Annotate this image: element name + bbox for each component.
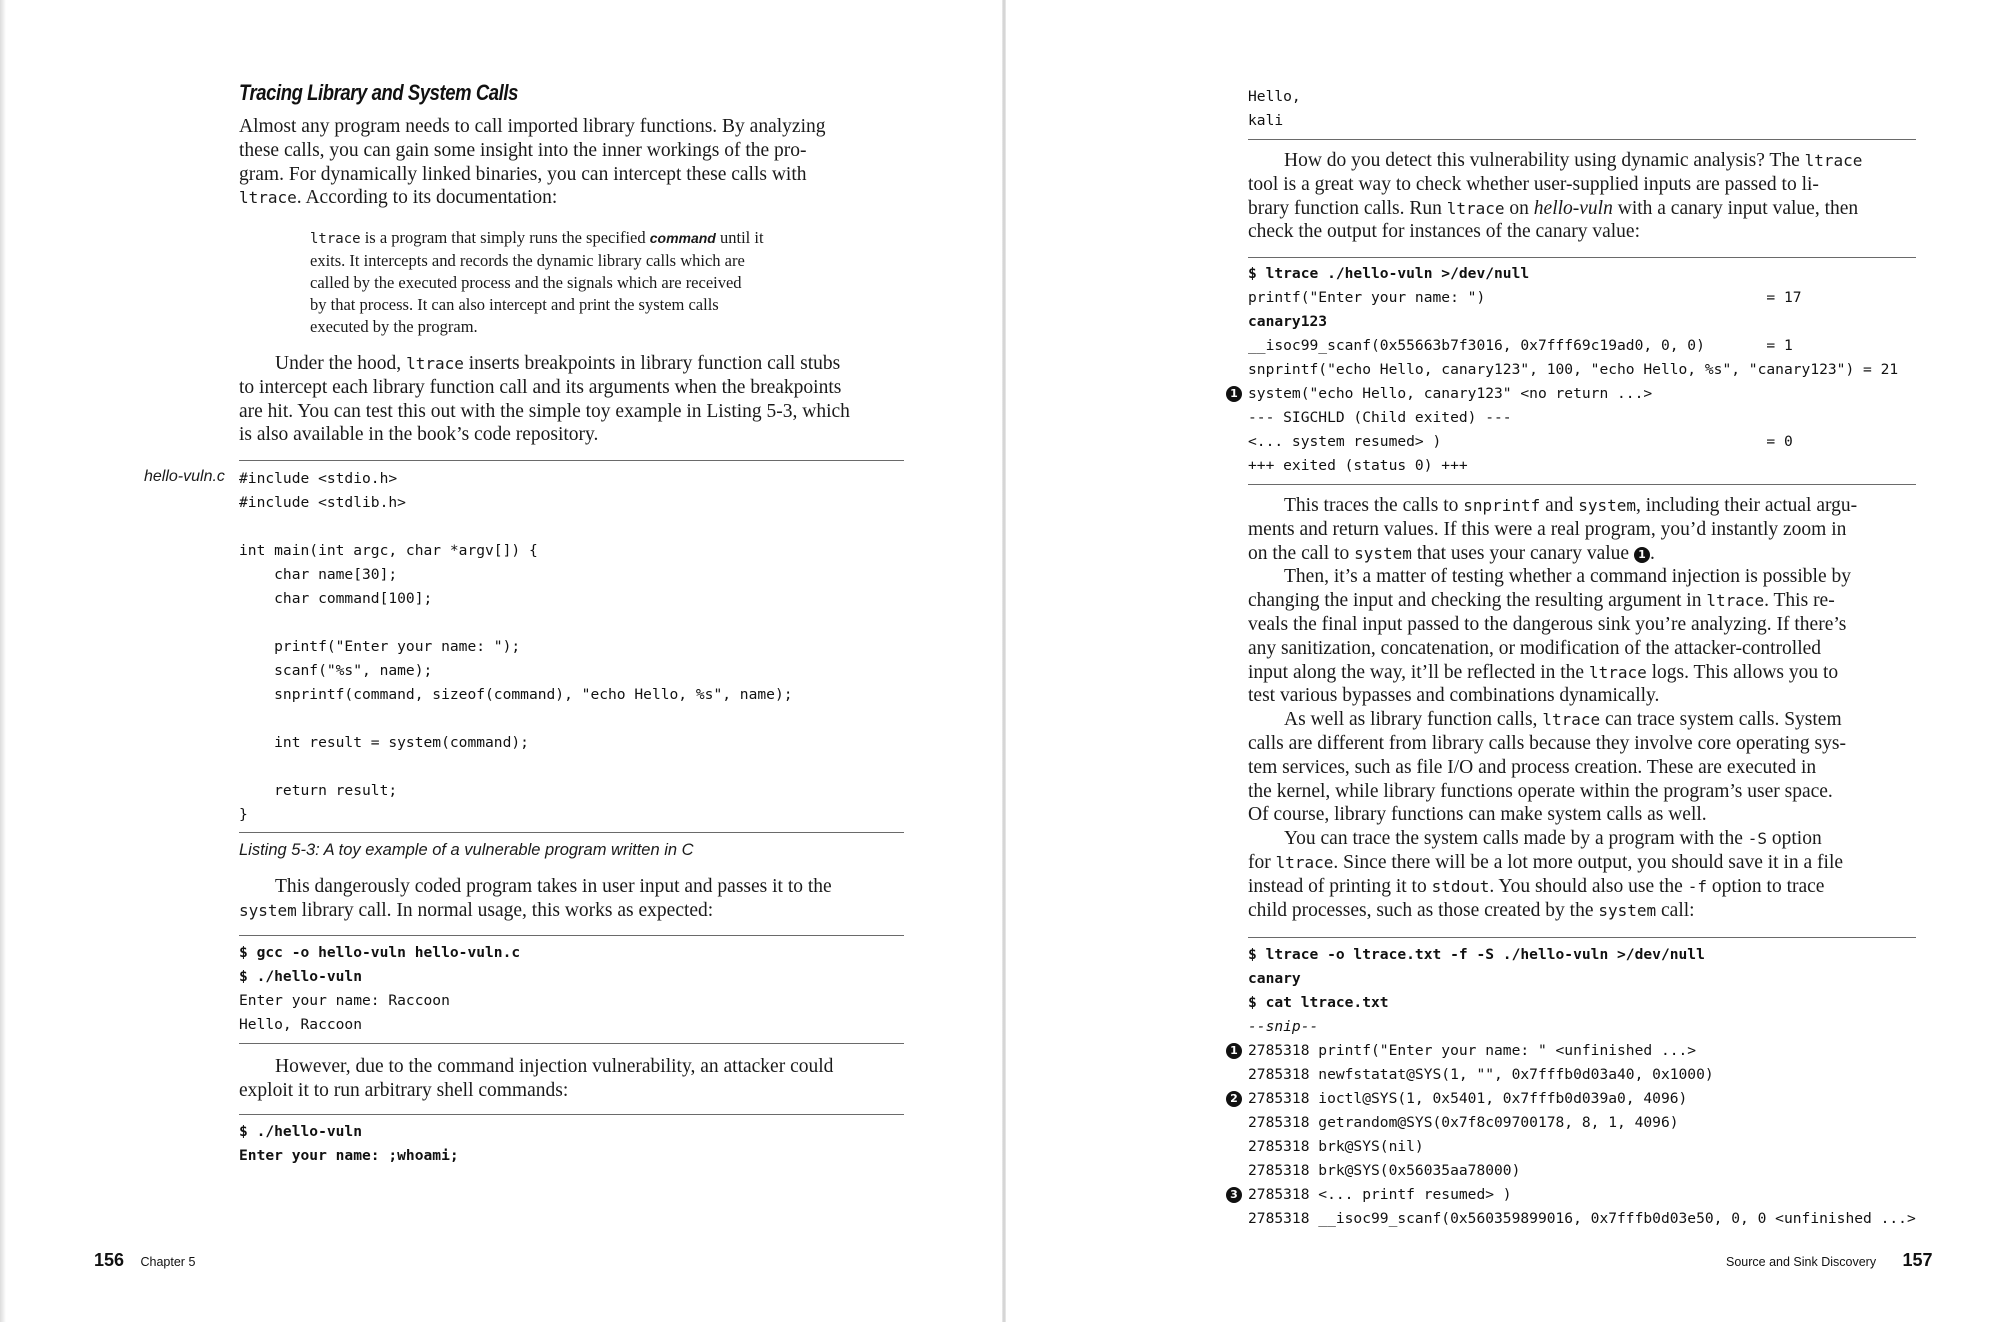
paragraph-line: check the output for instances of the canary value: [1248, 221, 1641, 243]
listing-top-rule [239, 460, 904, 461]
code-line: 2785318 __isoc99_scanf(0x560359899016, 0x7fffb0d03e50, 0, 0 <unfinished ...> [1248, 1210, 1916, 1227]
program-output [1248, 85, 1301, 133]
code-line: printf("Enter your name: "); [239, 638, 521, 655]
callout-1-icon: 1 [1226, 386, 1242, 402]
code-line: $ ./hello-vuln [239, 968, 363, 985]
paragraph-line: However, due to the command injection vulnerability, an attacker could [275, 1056, 834, 1077]
code-line: Hello, [1248, 88, 1301, 105]
paragraph-line: are hit. You can test this out with the simple toy example in Listing 5-3, which [239, 400, 850, 422]
paragraph-line: any sanitization, concatenation, or modification of the attacker-controlled [1248, 637, 1822, 659]
callout-1-icon: 1 [1634, 547, 1650, 563]
paragraph-line: This traces the calls to snprintf and system, including their actual argu- [1284, 495, 1858, 516]
paragraph-line: This dangerously coded program takes in user input and passes it to the [275, 876, 832, 897]
code-line: #include <stdlib.h> [239, 494, 406, 511]
code-line: 2785318 brk@SYS(0x56035aa78000) [1248, 1162, 1521, 1179]
code-line: 2785318 brk@SYS(nil) [1248, 1138, 1424, 1155]
left-footer [94, 1250, 195, 1271]
paragraph-line: As well as library function calls, ltrace can trace system calls. System [1284, 709, 1842, 731]
paragraph-dangerous [239, 875, 904, 923]
code-line: int result = system(command); [239, 734, 529, 751]
section-label: Source and Sink Discovery [1726, 1255, 1877, 1269]
code-line: scanf("%s", name); [239, 662, 433, 679]
trace-top-rule [1248, 937, 1916, 938]
code-line: <... system resumed> ) = 0 [1248, 433, 1793, 450]
paragraph-under-the-hood [239, 352, 904, 447]
paragraph-line: How do you detect this vulnerability using dynamic analysis? The ltrace [1284, 150, 1863, 171]
terminal-top-rule [239, 935, 904, 936]
paragraph-line: is also available in the book’s code repository. [239, 424, 599, 446]
trace-top-rule [1248, 257, 1916, 258]
code-line [239, 611, 793, 635]
right-page [1006, 0, 2014, 1322]
code-line [239, 515, 793, 539]
paragraph-line: tool is a great way to check whether user-supplied inputs are passed to li- [1248, 173, 1819, 195]
quote-line: called by the executed process and the signals which are received [310, 273, 742, 292]
paragraph-line: Almost any program needs to call imported library functions. By analyzing [239, 116, 826, 137]
code-line: Enter your name: ;whoami; [239, 1147, 459, 1164]
paragraph-traces [1248, 494, 1916, 922]
quote-line: executed by the program. [310, 317, 478, 336]
quote-line: ltrace is a program that simply runs the specified command until it [310, 228, 764, 247]
code-line: +++ exited (status 0) +++ [1248, 457, 1468, 474]
code-line: --- SIGCHLD (Child exited) --- [1248, 409, 1512, 426]
paragraph-line: tem services, such as file I/O and process creation. These are executed in [1248, 756, 1817, 778]
listing-caption: Listing 5-3: A toy example of a vulnerable program written in C [239, 841, 694, 859]
terminal-output-normal [239, 941, 520, 1037]
paragraph-line: exploit it to run arbitrary shell commands: [239, 1079, 569, 1101]
paragraph-line: calls are different from library calls because they involve core operating sys- [1248, 732, 1846, 754]
paragraph-line: Of course, library functions can make system calls as well. [1248, 804, 1707, 826]
callout-3-icon: 3 [1226, 1187, 1242, 1203]
code-line: $ cat ltrace.txt [1248, 994, 1389, 1011]
code-line: 2785318 <... printf resumed> ) 3 [1248, 1183, 1916, 1207]
code-line [239, 755, 793, 779]
quote-line: by that process. It can also intercept and print the system calls [310, 295, 719, 314]
paragraph-line: ments and return values. If this were a real program, you’d instantly zoom in [1248, 518, 1847, 540]
code-line: --snip-- [1248, 1018, 1319, 1035]
listing-code-block [239, 467, 793, 827]
paragraph-line: brary function calls. Run ltrace on hello-vuln with a canary input value, then [1248, 197, 1859, 219]
code-line: 2785318 printf("Enter your name: " <unfinished ...> 1 [1248, 1039, 1916, 1063]
paragraph-detect [1248, 149, 1916, 244]
code-line: $ ltrace -o ltrace.txt -f -S ./hello-vuln >/dev/null [1248, 946, 1705, 963]
code-line: } [239, 806, 248, 823]
code-line [239, 707, 793, 731]
code-line: printf("Enter your name: ") = 17 [1248, 289, 1802, 306]
paragraph-line: Under the hood, ltrace inserts breakpoints in library function call stubs [275, 353, 841, 374]
code-line: $ ltrace ./hello-vuln >/dev/null [1248, 265, 1530, 282]
listing-bottom-rule [239, 832, 904, 833]
paragraph-line: gram. For dynamically linked binaries, you can intercept these calls with [239, 163, 807, 185]
paragraph-line: these calls, you can gain some insight into the inner workings of the pro- [239, 139, 807, 161]
right-footer [1726, 1250, 1933, 1271]
ltrace-syscall-output [1230, 943, 1916, 1231]
code-line: canary123 [1248, 313, 1328, 330]
code-line: snprintf("echo Hello, canary123", 100, "echo Hello, %s", "canary123") = 21 [1248, 361, 1899, 378]
terminal-top-rule [239, 1114, 904, 1115]
paragraph-line: ltrace. According to its documentation: [239, 187, 558, 209]
code-line: char command[100]; [239, 590, 433, 607]
ltrace-output [1230, 262, 1899, 478]
page-edge-shadow [0, 0, 6, 1322]
terminal-bottom-rule [239, 1043, 904, 1044]
paragraph-line: veals the final input passed to the dangerous sink you’re analyzing. If there’s [1248, 613, 1847, 635]
code-line: kali [1248, 112, 1284, 129]
left-page [0, 0, 1004, 1322]
paragraph-intro [239, 115, 904, 210]
paragraph-line: child processes, such as those created by the system call: [1248, 899, 1695, 921]
code-line: 2785318 ioctl@SYS(1, 0x5401, 0x7fffb0d039a0, 4096) 2 [1248, 1087, 1916, 1111]
paragraph-however [239, 1055, 904, 1103]
paragraph-line: test various bypasses and combinations dynamically. [1248, 685, 1660, 707]
code-line: char name[30]; [239, 566, 398, 583]
callout-2-icon: 2 [1226, 1091, 1242, 1107]
code-line: $ ./hello-vuln [239, 1123, 363, 1140]
code-line: #include <stdio.h> [239, 470, 398, 487]
listing-filename-label: hello-vuln.c [144, 468, 225, 485]
section-heading: Tracing Library and System Calls [239, 80, 518, 105]
callout-1-icon: 1 [1226, 1043, 1242, 1059]
paragraph-line: input along the way, it’ll be reflected in the ltrace logs. This allows you to [1248, 661, 1839, 683]
terminal-output-attack [239, 1120, 459, 1168]
quote-line: exits. It intercepts and records the dynamic library calls which are [310, 251, 745, 270]
chapter-label: Chapter 5 [140, 1255, 196, 1269]
paragraph-line: for ltrace. Since there will be a lot more output, you should save it in a file [1248, 851, 1844, 873]
documentation-quote [310, 227, 870, 338]
paragraph-line: to intercept each library function call and its arguments when the breakpoints [239, 376, 842, 398]
trace-bottom-rule [1248, 484, 1916, 485]
code-line: snprintf(command, sizeof(command), "echo Hello, %s", name); [239, 686, 793, 703]
code-line: 2785318 newfstatat@SYS(1, "", 0x7fffb0d03a40, 0x1000) [1248, 1066, 1714, 1083]
page-number: 157 [1902, 1250, 1933, 1270]
code-line: __isoc99_scanf(0x55663b7f3016, 0x7fff69c19ad0, 0, 0) = 1 [1248, 337, 1793, 354]
code-line: canary [1248, 970, 1301, 987]
page-number: 156 [94, 1250, 125, 1270]
paragraph-line: Then, it’s a matter of testing whether a command injection is possible by [1284, 566, 1851, 588]
paragraph-line: the kernel, while library functions operate within the program’s user space. [1248, 780, 1833, 802]
code-line: return result; [239, 782, 398, 799]
output-bottom-rule [1248, 139, 1916, 140]
paragraph-line: instead of printing it to stdout. You should also use the -f option to trace [1248, 875, 1825, 897]
code-line: system("echo Hello, canary123" <no return ...> 1 [1248, 382, 1898, 406]
paragraph-line: on the call to system that uses your canary value 1 . [1248, 542, 1655, 564]
code-line: int main(int argc, char *argv[]) { [239, 542, 538, 559]
code-line: Hello, Raccoon [239, 1016, 363, 1033]
code-line: Enter your name: Raccoon [239, 992, 450, 1009]
paragraph-line: You can trace the system calls made by a program with the -S option [1284, 828, 1822, 850]
code-line: 2785318 getrandom@SYS(0x7f8c09700178, 8, 1, 4096) [1248, 1114, 1679, 1131]
paragraph-line: changing the input and checking the resulting argument in ltrace. This re- [1248, 590, 1835, 612]
paragraph-line: system library call. In normal usage, this works as expected: [239, 899, 714, 921]
code-line: $ gcc -o hello-vuln hello-vuln.c [239, 944, 521, 961]
